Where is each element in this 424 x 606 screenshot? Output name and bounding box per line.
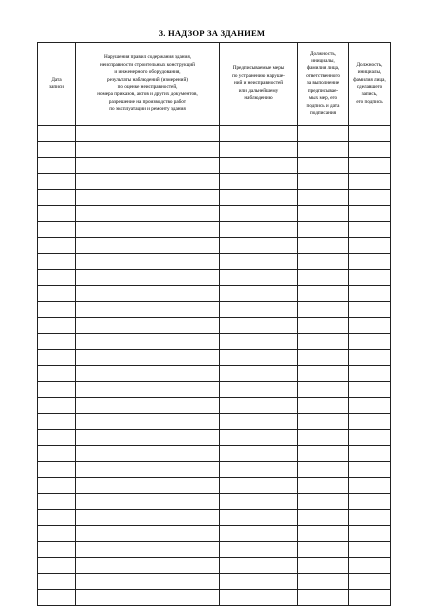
table-row	[38, 302, 391, 318]
table-cell[interactable]	[38, 510, 76, 526]
table-row	[38, 206, 391, 222]
table-cell[interactable]	[220, 414, 298, 430]
table-cell[interactable]	[298, 542, 349, 558]
table-row	[38, 190, 391, 206]
table-cell[interactable]	[298, 158, 349, 174]
table-cell[interactable]	[298, 462, 349, 478]
table-cell[interactable]	[298, 526, 349, 542]
table-cell[interactable]	[298, 334, 349, 350]
table-cell[interactable]	[298, 366, 349, 382]
header-line: и инженерного оборудования,	[114, 69, 181, 76]
table-cell[interactable]	[349, 366, 391, 382]
table-cell[interactable]	[349, 510, 391, 526]
table-cell[interactable]	[220, 382, 298, 398]
table-cell[interactable]	[76, 222, 220, 238]
table-cell[interactable]	[38, 222, 76, 238]
table-cell[interactable]	[220, 318, 298, 334]
table-cell[interactable]	[76, 574, 220, 590]
table-cell[interactable]	[298, 446, 349, 462]
header-line: инициалы,	[357, 69, 382, 76]
table-cell[interactable]	[76, 510, 220, 526]
header-line: или дальнейшему	[238, 87, 279, 94]
table-cell[interactable]	[349, 478, 391, 494]
table-cell[interactable]	[349, 462, 391, 478]
header-line: предписывае-	[307, 87, 339, 94]
table-row	[38, 238, 391, 254]
header-line: фамилия лица,	[306, 65, 340, 72]
supervision-log-table	[37, 42, 391, 606]
table-cell[interactable]	[38, 478, 76, 494]
table-cell[interactable]	[76, 158, 220, 174]
table-cell[interactable]	[220, 174, 298, 190]
table-cell[interactable]	[38, 270, 76, 286]
header-line: ответственного	[306, 72, 340, 79]
table-cell[interactable]	[220, 238, 298, 254]
table-row	[38, 382, 391, 398]
table-cell[interactable]	[38, 382, 76, 398]
table-cell[interactable]	[220, 430, 298, 446]
table-cell[interactable]	[298, 302, 349, 318]
table-row	[38, 590, 391, 606]
table-cell[interactable]	[349, 574, 391, 590]
table-row	[38, 270, 391, 286]
table-cell[interactable]	[298, 398, 349, 414]
table-cell[interactable]	[349, 206, 391, 222]
table-cell[interactable]	[220, 558, 298, 574]
table-cell[interactable]	[220, 206, 298, 222]
table-cell[interactable]	[349, 526, 391, 542]
header-line: Дата	[51, 76, 62, 83]
table-row	[38, 558, 391, 574]
table-cell[interactable]	[349, 318, 391, 334]
table-cell[interactable]	[38, 174, 76, 190]
table-cell[interactable]	[76, 542, 220, 558]
table-cell[interactable]	[38, 526, 76, 542]
table-cell[interactable]	[349, 238, 391, 254]
header-line: его подпись	[356, 98, 383, 105]
table-cell[interactable]	[298, 222, 349, 238]
table-cell[interactable]	[220, 270, 298, 286]
table-cell[interactable]	[298, 270, 349, 286]
table-cell[interactable]	[76, 398, 220, 414]
header-line: номера приказов, актов и других документов,	[97, 91, 198, 98]
table-row	[38, 526, 391, 542]
table-row	[38, 414, 391, 430]
table-cell[interactable]	[349, 142, 391, 158]
table-cell[interactable]	[76, 334, 220, 350]
table-cell[interactable]	[220, 366, 298, 382]
header-entry-date	[38, 43, 76, 126]
table-row	[38, 574, 391, 590]
table-cell[interactable]	[298, 558, 349, 574]
table-row	[38, 318, 391, 334]
table-cell[interactable]	[38, 398, 76, 414]
table-row	[38, 494, 391, 510]
table-cell[interactable]	[349, 254, 391, 270]
table-cell[interactable]	[220, 494, 298, 510]
table-cell[interactable]	[38, 430, 76, 446]
table-cell[interactable]	[349, 446, 391, 462]
table-cell[interactable]	[76, 302, 220, 318]
table-cell[interactable]	[220, 334, 298, 350]
table-cell[interactable]	[298, 142, 349, 158]
header-line: мых мер, его	[308, 95, 338, 102]
table-row	[38, 222, 391, 238]
table-cell[interactable]	[76, 190, 220, 206]
table-cell[interactable]	[220, 286, 298, 302]
table-row	[38, 286, 391, 302]
header-line: сделавшего	[356, 84, 383, 90]
header-entry-author	[349, 43, 391, 126]
table-cell[interactable]	[76, 206, 220, 222]
table-cell[interactable]	[220, 590, 298, 606]
table-cell[interactable]	[349, 174, 391, 190]
table-cell[interactable]	[298, 318, 349, 334]
table-cell[interactable]	[220, 350, 298, 366]
table-cell[interactable]	[349, 334, 391, 350]
table-cell[interactable]	[38, 542, 76, 558]
table-cell[interactable]	[76, 318, 220, 334]
table-cell[interactable]	[298, 478, 349, 494]
table-cell[interactable]	[38, 158, 76, 174]
table-cell[interactable]	[76, 142, 220, 158]
header-line: неисправности строительных конструкций	[100, 61, 195, 68]
header-line: по оценке неисправностей,	[117, 84, 178, 90]
table-cell[interactable]	[38, 574, 76, 590]
table-row	[38, 142, 391, 158]
table-cell[interactable]	[76, 462, 220, 478]
header-line: фамилия лица,	[353, 76, 386, 83]
table-cell[interactable]	[349, 286, 391, 302]
table-cell[interactable]	[298, 382, 349, 398]
table-cell[interactable]	[76, 478, 220, 494]
table-cell[interactable]	[76, 430, 220, 446]
table-cell[interactable]	[38, 238, 76, 254]
header-prescribed-measures	[220, 43, 298, 126]
table-cell[interactable]	[349, 382, 391, 398]
table-cell[interactable]	[38, 462, 76, 478]
table-cell[interactable]	[220, 126, 298, 142]
table-cell[interactable]	[220, 478, 298, 494]
table-cell[interactable]	[349, 190, 391, 206]
table-cell[interactable]	[349, 158, 391, 174]
table-cell[interactable]	[38, 446, 76, 462]
table-cell[interactable]	[349, 494, 391, 510]
table-cell[interactable]	[76, 590, 220, 606]
table-cell[interactable]	[38, 302, 76, 318]
table-cell[interactable]	[38, 334, 76, 350]
table-row	[38, 510, 391, 526]
header-line: результаты наблюдений (измерений)	[107, 76, 188, 83]
table-cell[interactable]	[349, 590, 391, 606]
table-cell[interactable]	[76, 366, 220, 382]
table-cell[interactable]	[298, 126, 349, 142]
table-cell[interactable]	[38, 558, 76, 574]
table-cell[interactable]	[38, 494, 76, 510]
table-cell[interactable]	[298, 238, 349, 254]
table-cell[interactable]	[298, 206, 349, 222]
table-cell[interactable]	[298, 510, 349, 526]
table-cell[interactable]	[349, 414, 391, 430]
table-row	[38, 334, 391, 350]
table-row	[38, 254, 391, 270]
header-line: подписания	[309, 109, 337, 116]
table-cell[interactable]	[76, 350, 220, 366]
header-line: запись,	[361, 91, 378, 98]
table-cell[interactable]	[298, 494, 349, 510]
table-cell[interactable]	[220, 302, 298, 318]
header-line: разрешение на производство работ	[108, 98, 187, 105]
table-row	[38, 542, 391, 558]
table-cell[interactable]	[220, 510, 298, 526]
header-line: Должность,	[310, 50, 336, 57]
table-cell[interactable]	[298, 174, 349, 190]
header-violations	[76, 43, 220, 126]
table-cell[interactable]	[298, 350, 349, 366]
table-cell[interactable]	[220, 398, 298, 414]
table-cell[interactable]	[38, 318, 76, 334]
table-cell[interactable]	[76, 558, 220, 574]
table-cell[interactable]	[76, 270, 220, 286]
table-cell[interactable]	[76, 238, 220, 254]
table-cell[interactable]	[220, 542, 298, 558]
table-cell[interactable]	[349, 350, 391, 366]
table-row	[38, 174, 391, 190]
table-cell[interactable]	[298, 190, 349, 206]
table-cell[interactable]	[349, 542, 391, 558]
table-cell[interactable]	[298, 286, 349, 302]
table-cell[interactable]	[38, 254, 76, 270]
header-line: наблюдению	[244, 95, 273, 102]
table-cell[interactable]	[220, 446, 298, 462]
table-cell[interactable]	[38, 414, 76, 430]
log-rows	[38, 126, 391, 606]
table-cell[interactable]	[220, 574, 298, 590]
table-cell[interactable]	[76, 126, 220, 142]
table-cell[interactable]	[76, 286, 220, 302]
table-cell[interactable]	[38, 286, 76, 302]
table-cell[interactable]	[349, 126, 391, 142]
table-row	[38, 478, 391, 494]
table-cell[interactable]	[38, 142, 76, 158]
table-cell[interactable]	[38, 190, 76, 206]
table-cell[interactable]	[349, 222, 391, 238]
header-line: по устранению наруше-	[232, 72, 285, 79]
table-cell[interactable]	[298, 590, 349, 606]
table-cell[interactable]	[76, 174, 220, 190]
table-cell[interactable]	[349, 398, 391, 414]
table-row	[38, 398, 391, 414]
table-cell[interactable]	[76, 414, 220, 430]
table-cell[interactable]	[220, 254, 298, 270]
table-cell[interactable]	[349, 430, 391, 446]
table-cell[interactable]	[349, 558, 391, 574]
table-cell[interactable]	[220, 462, 298, 478]
table-row	[38, 462, 391, 478]
header-line: ний и неисправностей	[233, 80, 284, 87]
table-cell[interactable]	[220, 222, 298, 238]
table-cell[interactable]	[38, 366, 76, 382]
table-cell[interactable]	[220, 190, 298, 206]
table-row	[38, 126, 391, 142]
header-line: Предписываемые меры	[232, 65, 285, 72]
table-cell[interactable]	[220, 158, 298, 174]
table-cell[interactable]	[38, 590, 76, 606]
table-row	[38, 366, 391, 382]
table-cell[interactable]	[298, 254, 349, 270]
header-line: подпись и дата	[306, 102, 340, 109]
header-line: по эксплуатации и ремонту здания	[109, 106, 186, 113]
header-row	[38, 43, 391, 126]
table-cell[interactable]	[76, 254, 220, 270]
table-cell[interactable]	[76, 494, 220, 510]
header-line: Нарушения правил содержания здания,	[103, 54, 192, 61]
header-line: инициалы,	[311, 58, 335, 65]
page-title: 3. НАДЗОР ЗА ЗДАНИЕМ	[158, 28, 266, 38]
header-responsible-person	[298, 43, 349, 126]
table-row	[38, 350, 391, 366]
table-row	[38, 158, 391, 174]
header-line: за выполнение	[306, 80, 340, 87]
table-row	[38, 430, 391, 446]
table-cell[interactable]	[76, 446, 220, 462]
table-cell[interactable]	[76, 382, 220, 398]
table-cell[interactable]	[76, 526, 220, 542]
table-cell[interactable]	[220, 142, 298, 158]
table-cell[interactable]	[38, 350, 76, 366]
table-cell[interactable]	[349, 302, 391, 318]
header-line: Должность,	[356, 61, 383, 68]
table-cell[interactable]	[298, 574, 349, 590]
table-cell[interactable]	[38, 126, 76, 142]
table-cell[interactable]	[349, 270, 391, 286]
table-cell[interactable]	[298, 414, 349, 430]
header-line: записи	[49, 84, 64, 90]
table-cell[interactable]	[38, 206, 76, 222]
table-cell[interactable]	[220, 526, 298, 542]
table-cell[interactable]	[298, 430, 349, 446]
table-row	[38, 446, 391, 462]
